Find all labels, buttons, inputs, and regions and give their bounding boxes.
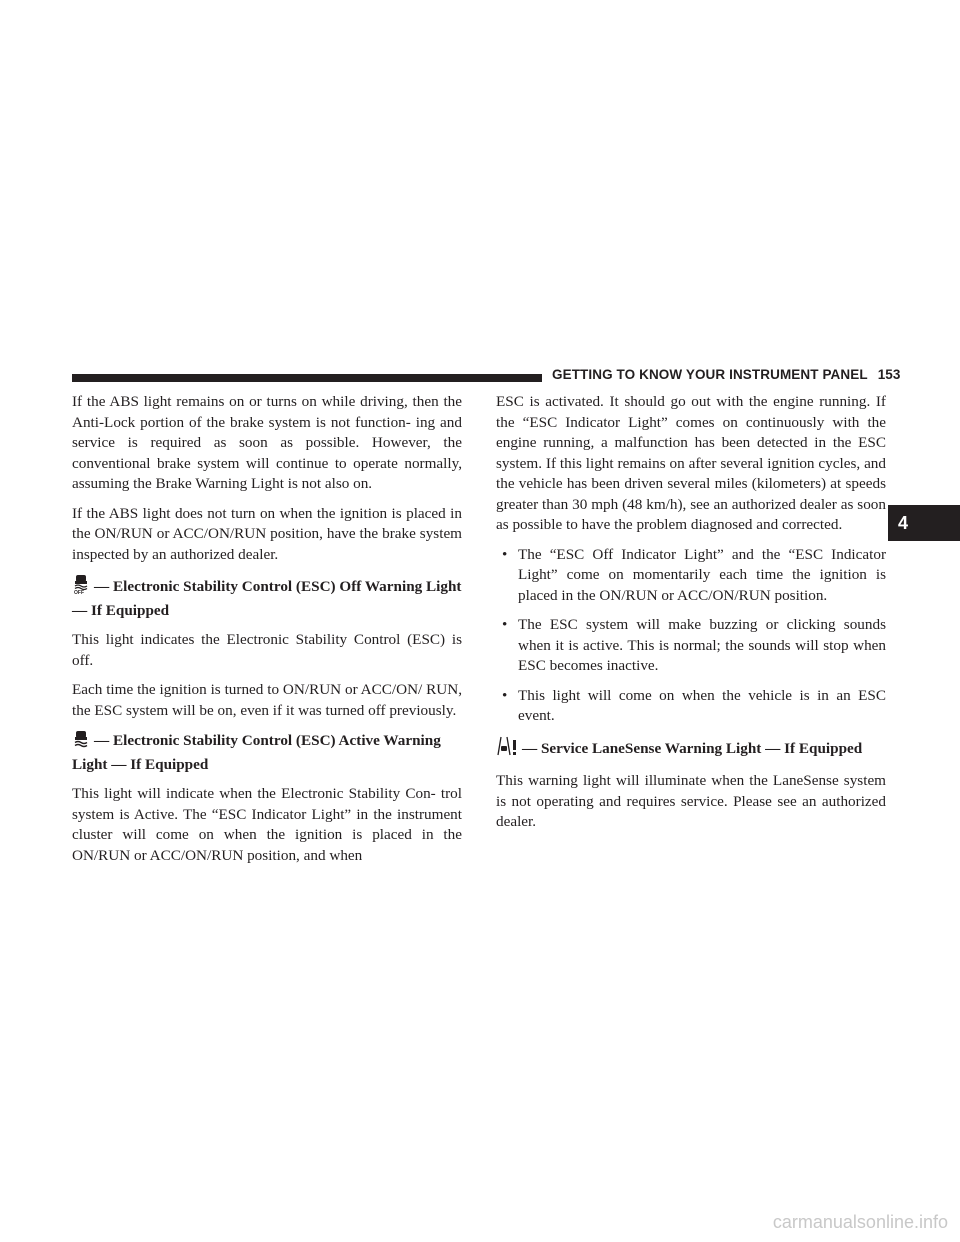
list-item-text: This light will come on when the vehicle is in an ESC event. xyxy=(518,686,886,724)
lanesense-warning-icon xyxy=(496,736,518,763)
bullet-list xyxy=(496,545,886,727)
header-rule xyxy=(72,374,542,382)
header-title: GETTING TO KNOW YOUR INSTRUMENT PANEL xyxy=(552,367,868,382)
paragraph: If the ABS light remains on or turns on while driving, then the Anti-Lock portion of the brake system is not function- ing and service is required as soon as possible. However, the conventional brake system will continue to operate normally, assuming the Brake Warning Light is not also on. xyxy=(72,393,462,492)
page-number: 153 xyxy=(877,367,901,382)
bullet: • xyxy=(502,545,508,563)
chapter-number: 4 xyxy=(898,512,909,533)
list-item xyxy=(496,615,886,677)
heading-text: — Service LaneSense Warning Light — If Equipped xyxy=(522,739,863,757)
paragraph: If the ABS light does not turn on when the ignition is placed in the ON/RUN or ACC/ON/RUN position, have the brake system inspected by an authorized dealer. xyxy=(72,504,462,563)
bullet: • xyxy=(502,616,508,633)
section-heading-esc-off xyxy=(72,574,462,621)
heading-text: — Electronic Stability Control (ESC) Active Warning Light — If Equipped xyxy=(72,732,441,773)
list-item-text: The ESC system will make buzzing or clicking sounds when it is active. This is normal; the sounds will stop when ESC becomes inactive. xyxy=(518,616,886,674)
paragraph: This warning light will illuminate when the LaneSense system is not operating and requires service. Please see an authorized dealer. xyxy=(496,772,886,830)
list-item xyxy=(496,686,886,727)
paragraph: Each time the ignition is turned to ON/RUN or ACC/ON/ RUN, the ESC system will be on, even if it was turned off previously. xyxy=(72,681,462,719)
paragraph: This light indicates the Electronic Stability Control (ESC) is off. xyxy=(72,631,462,669)
chapter-tab xyxy=(888,505,960,541)
watermark: carmanualsonline.info xyxy=(772,1212,948,1232)
heading-text: — Electronic Stability Control (ESC) Off Warning Light — If Equipped xyxy=(72,578,462,619)
bullet: • xyxy=(502,686,508,704)
section-heading-lanesense xyxy=(496,736,886,763)
paragraph: This light will indicate when the Electronic Stability Con- trol system is Active. The “ESC Indicator Light” in the instrument cluster will come on when the ignition is placed in the ON/RUN or ACC/ON/RUN position, and when xyxy=(72,785,462,864)
esc-off-icon xyxy=(72,574,90,601)
esc-active-icon xyxy=(72,730,90,755)
list-item xyxy=(496,545,886,607)
right-column xyxy=(496,392,886,842)
running-header xyxy=(552,367,901,382)
section-heading-esc-active xyxy=(72,730,462,775)
paragraph: ESC is activated. It should go out with the engine running. If the “ESC Indicator Light” comes on continuously with the engine running, a malfunction has been detected in the ESC system. If this light remains on after several ignition cycles, and the vehicle has been driven several miles (kilometers) at speeds greater than 30 mph (48 km/h), see an authorized dealer as soon as possible to have the problem diagnosed and corrected. xyxy=(496,393,886,533)
left-column xyxy=(72,392,462,875)
list-item-text: The “ESC Off Indicator Light” and the “ESC Indicator Light” come on momentarily each time the ignition is placed in the ON/RUN or ACC/ON/RUN position. xyxy=(518,545,886,604)
svg-text:OFF: OFF xyxy=(74,590,84,594)
